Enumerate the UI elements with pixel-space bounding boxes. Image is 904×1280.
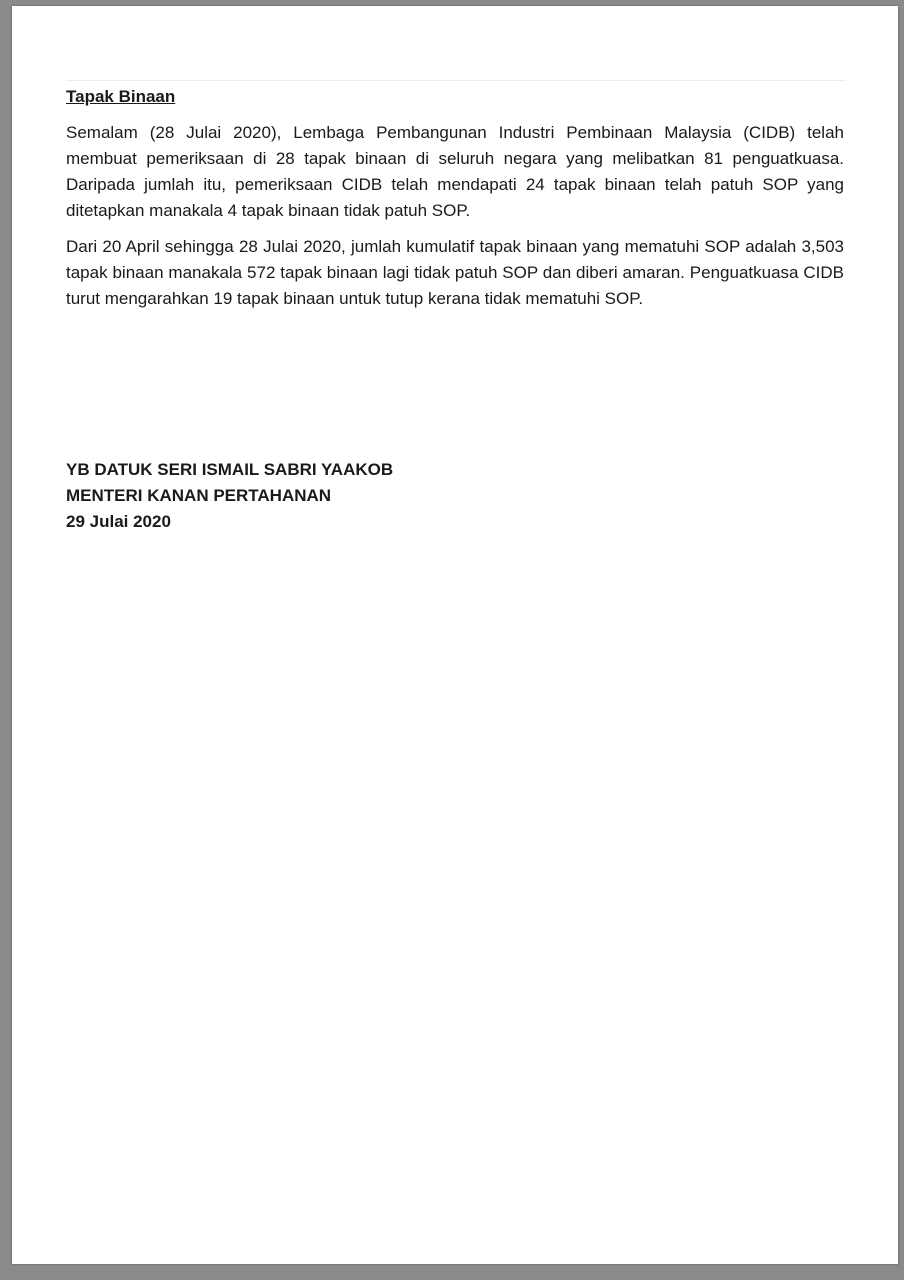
paragraph-1: Semalam (28 Julai 2020), Lembaga Pembangunan Industri Pembinaan Malaysia (CIDB) telah membuat pemeriksaan di 28 tapak binaan di seluruh negara yang melibatkan 81 penguatkuasa. Daripada jumlah itu, pemeriksaan CIDB telah mendapati 24 tapak binaan telah patuh SOP yang ditetapkan manakala 4 tapak binaan tidak patuh SOP.: [66, 123, 844, 220]
section-heading: Tapak Binaan: [66, 87, 176, 106]
document-page: [12, 6, 898, 1264]
top-divider: [66, 80, 846, 81]
signature-date: 29 Julai 2020: [66, 512, 171, 531]
signatory-title: MENTERI KANAN PERTAHANAN: [66, 486, 332, 505]
paragraph-2: Dari 20 April sehingga 28 Julai 2020, jumlah kumulatif tapak binaan yang mematuhi SOP adalah 3,503 tapak binaan manakala 572 tapak binaan lagi tidak patuh SOP dan diberi amaran. Penguatkuasa CIDB turut mengarahkan 19 tapak binaan untuk tutup kerana tidak mematuhi SOP.: [66, 237, 844, 308]
signatory-name: YB DATUK SERI ISMAIL SABRI YAAKOB: [66, 460, 394, 479]
signature-block: [66, 457, 666, 535]
document-body: [66, 84, 844, 322]
